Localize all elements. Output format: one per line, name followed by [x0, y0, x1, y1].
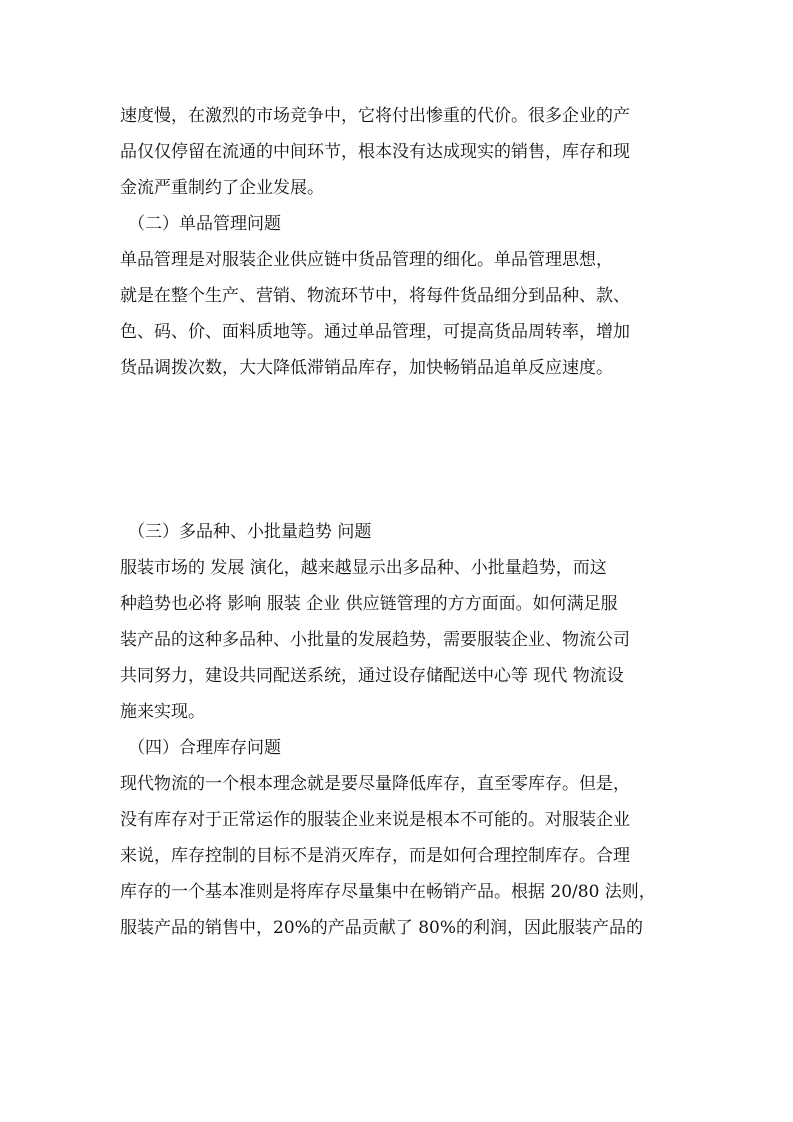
text-block-2 [120, 514, 676, 946]
text-line: 来说，库存控制的目标不是消灭库存，而是如何合理控制库存。合理 [120, 846, 630, 866]
text-line: 色、码、价、面料质地等。通过单品管理，可提高货品周转率，增加 [120, 322, 630, 342]
section-heading-4: （四）合理库存问题 [128, 738, 281, 758]
text-line: 金流严重制约了企业发展。 [120, 178, 324, 198]
section-heading-2: （二）单品管理问题 [128, 214, 281, 234]
text-line: 就是在整个生产、营销、物流环节中，将每件货品细分到品种、款、 [120, 286, 630, 306]
text-line: 种趋势也必将 影响 服装 企业 供应链管理的方方面面。如何满足服 [120, 594, 618, 614]
text-line: 共同努力，建设共同配送系统，通过设存储配送中心等 现代 物流设 [120, 666, 624, 686]
text-line: 装产品的这种多品种、小批量的发展趋势，需要服装企业、物流公司 [120, 630, 630, 650]
text-line: 现代物流的一个根本理念就是要尽量降低库存，直至零库存。但是， [120, 774, 630, 794]
text-line: 施来实现。 [120, 702, 205, 722]
section-heading-3: （三）多品种、小批量趋势 问题 [128, 522, 372, 542]
text-line: 速度慢，在激烈的市场竞争中，它将付出惨重的代价。很多企业的产 [120, 106, 630, 126]
text-block-1 [120, 98, 676, 386]
text-line: 没有库存对于正常运作的服装企业来说是根本不可能的。对服装企业 [120, 810, 630, 830]
text-line: 单品管理是对服装企业供应链中货品管理的细化。单品管理思想， [120, 250, 613, 270]
text-line: 货品调拨次数，大大降低滞销品库存，加快畅销品追单反应速度。 [120, 358, 613, 378]
text-line: 库存的一个基本准则是将库存尽量集中在畅销产品。根据 20/80 法则， [120, 882, 656, 902]
text-line: 服装产品的销售中，20%的产品贡献了 80%的利润，因此服装产品的 [120, 918, 643, 938]
text-line: 服装市场的 发展 演化，越来越显示出多品种、小批量趋势，而这 [120, 558, 607, 578]
text-line: 品仅仅停留在流通的中间环节，根本没有达成现实的销售，库存和现 [120, 142, 630, 162]
